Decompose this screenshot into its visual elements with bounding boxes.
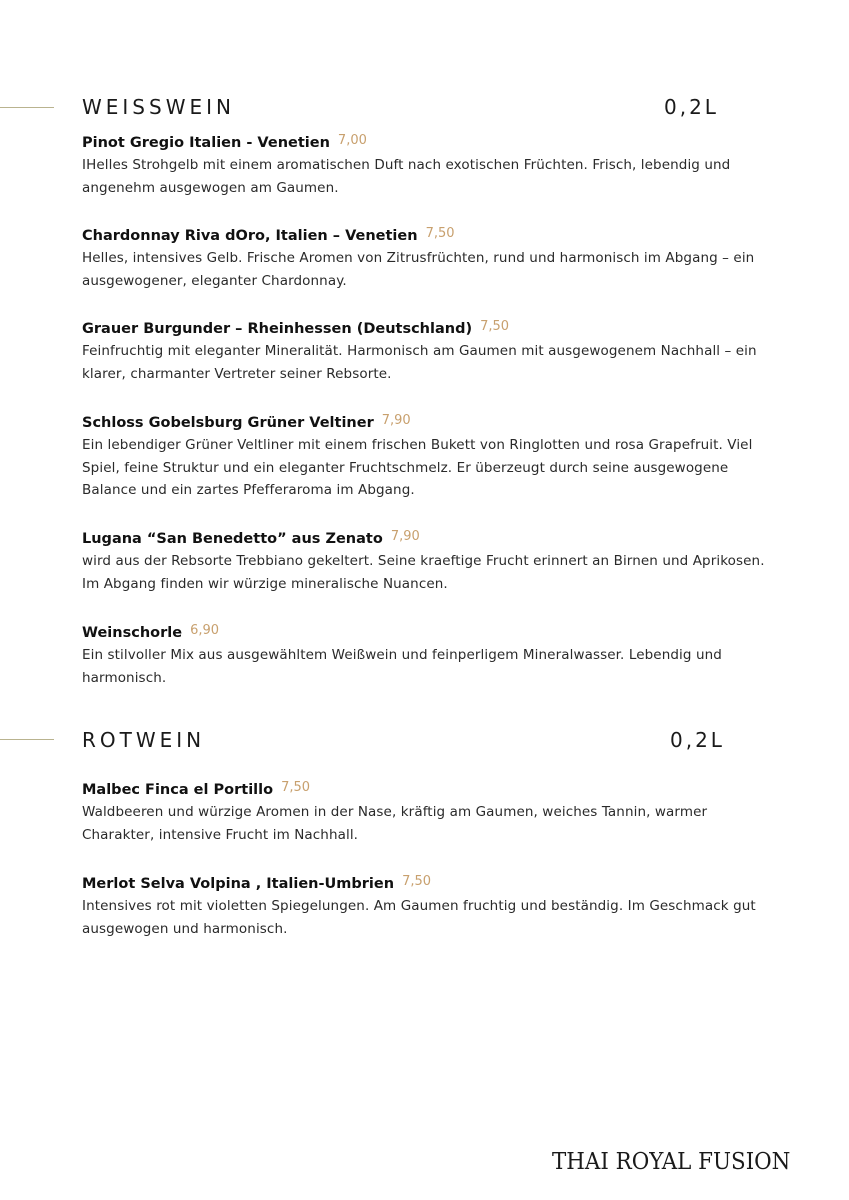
menu-item <box>82 412 772 502</box>
item-name: Schloss Gobelsburg Grüner Veltiner <box>82 415 374 431</box>
item-name: Chardonnay Riva dOro, Italien – Venetien <box>82 228 418 244</box>
brand-wordmark: THAI ROYAL FUSION <box>552 1149 791 1175</box>
item-price: 7,50 <box>281 780 311 795</box>
section-divider-line <box>0 739 54 740</box>
item-description: Intensives rot mit violetten Spiegelungen. Am Gaumen fruchtig und beständig. Im Geschmack gut ausgewogen und harmonisch. <box>82 898 756 937</box>
item-description: wird aus der Rebsorte Trebbiano gekeltert. Seine kraeftige Frucht erinnert an Birnen und Aprikosen. Im Abgang finden wir würzige mineralische Nuancen. <box>82 553 765 592</box>
item-price: 7,50 <box>480 319 510 334</box>
item-price: 7,00 <box>337 133 367 148</box>
item-price: 7,90 <box>390 529 420 544</box>
menu-item <box>82 528 772 595</box>
item-price: 7,50 <box>425 226 455 241</box>
section-title: WEISSWEIN <box>82 95 235 119</box>
item-price: 6,90 <box>190 623 220 638</box>
item-name: Lugana “San Benedetto” aus Zenato <box>82 531 383 547</box>
item-name: Grauer Burgunder – Rheinhessen (Deutschland) <box>82 321 473 337</box>
item-name: Malbec Finca el Portillo <box>82 782 274 798</box>
item-name: Merlot Selva Volpina , Italien-Umbrien <box>82 876 395 892</box>
section-volume: 0,2L <box>664 95 719 119</box>
item-description: Feinfruchtig mit eleganter Mineralität. Harmonisch am Gaumen mit ausgewogenem Nachhall – ein klarer, charmanter Vertreter seiner Rebsorte. <box>82 343 757 382</box>
item-description: Waldbeeren und würzige Aromen in der Nase, kräftig am Gaumen, weiches Tannin, warmer Charakter, intensive Frucht im Nachhall. <box>82 804 708 843</box>
item-description: Ein lebendiger Grüner Veltliner mit einem frischen Bukett von Ringlotten und rosa Grapefruit. Viel Spiel, feine Struktur und ein eleganter Fruchtschmelz. Er überzeugt durch seine ausgewogene Balance und ein zartes Pfefferaroma im Abgang. <box>82 437 753 498</box>
section-title: ROTWEIN <box>82 728 206 752</box>
item-price: 7,90 <box>381 413 411 428</box>
menu-item <box>82 873 772 940</box>
menu-item <box>82 779 772 846</box>
menu-item <box>82 225 772 292</box>
item-description: Helles, intensives Gelb. Frische Aromen von Zitrusfrüchten, rund und harmonisch im Abgang – ein ausgewogener, eleganter Chardonnay. <box>82 250 755 289</box>
section-volume: 0,2L <box>670 728 725 752</box>
item-name: Pinot Gregio Italien - Venetien <box>82 135 330 151</box>
item-price: 7,50 <box>402 874 432 889</box>
item-description: Ein stilvoller Mix aus ausgewähltem Weißwein und feinperligem Mineralwasser. Lebendig und harmonisch. <box>82 647 722 686</box>
menu-item <box>82 132 772 199</box>
section-divider-line <box>0 107 54 108</box>
item-description: IHelles Strohgelb mit einem aromatischen Duft nach exotischen Früchten. Frisch, lebendig und angenehm ausgewogen am Gaumen. <box>82 157 731 196</box>
menu-item <box>82 622 772 689</box>
menu-item <box>82 318 772 385</box>
item-name: Weinschorle <box>82 625 183 641</box>
